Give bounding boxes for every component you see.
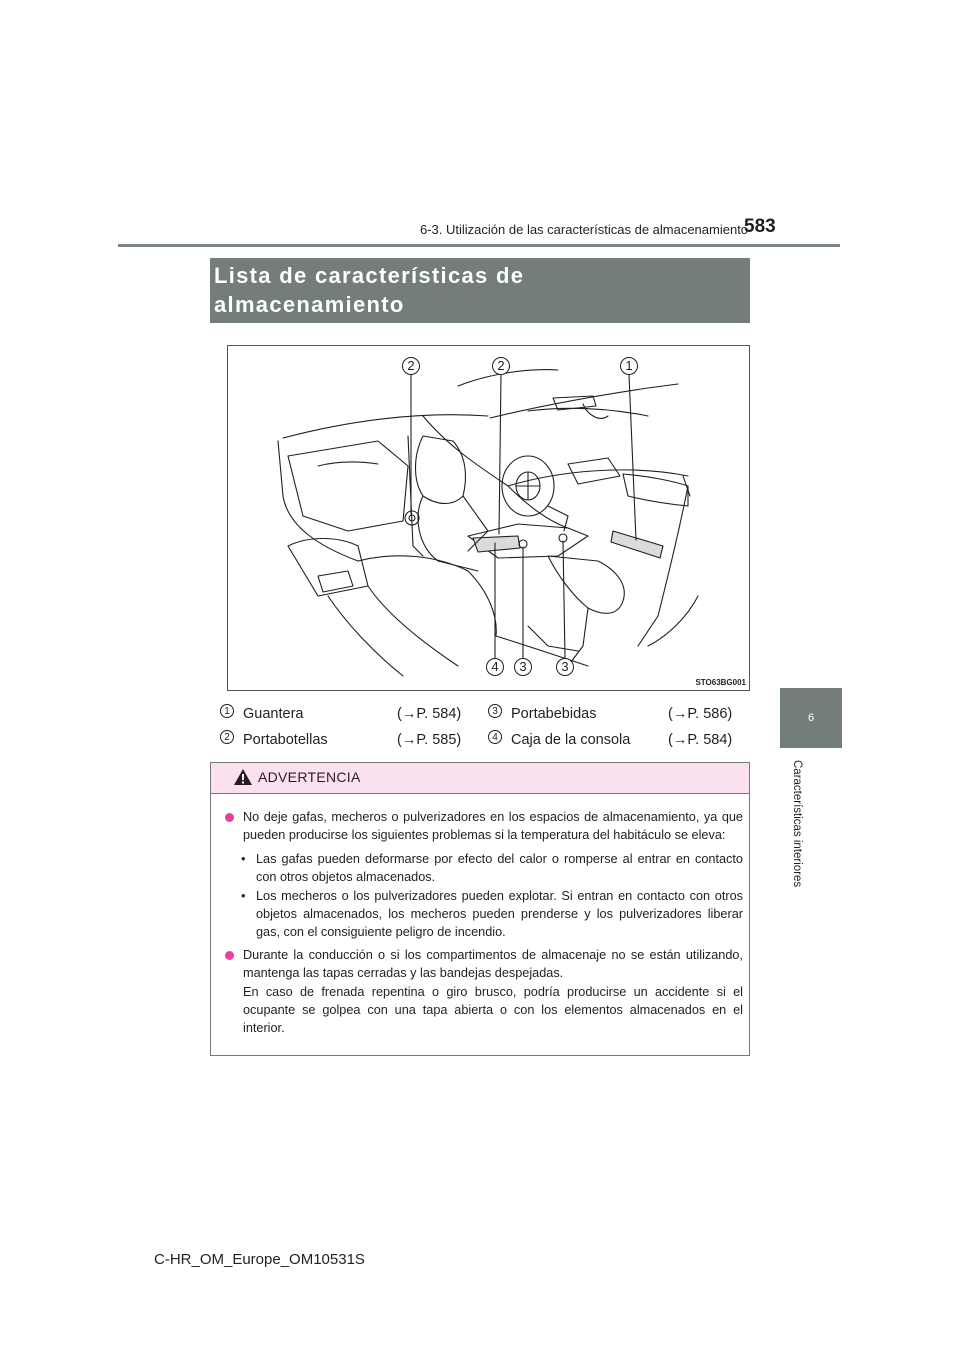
chapter-side-text: Características interiores — [791, 760, 803, 888]
callout-4-console-box: 4 — [486, 658, 504, 676]
footer-doc-id: C-HR_OM_Europe_OM10531S — [154, 1251, 365, 1268]
legend-label: Guantera — [243, 706, 304, 722]
legend-num: 4 — [488, 730, 502, 744]
warning-bullet — [225, 946, 743, 1038]
warning-sub-item — [225, 887, 743, 942]
legend-ref: (→P. 585) — [397, 732, 462, 748]
warning-title: ADVERTENCIA — [258, 769, 361, 785]
warning-box — [210, 762, 750, 1056]
chapter-tab-number: 6 — [780, 688, 842, 748]
bullet-dot-icon — [225, 813, 234, 822]
sub-marker: • — [241, 851, 246, 866]
legend-num: 2 — [220, 730, 234, 744]
warning-body — [225, 808, 743, 1038]
header-rule — [118, 244, 840, 247]
legend-label: Portabebidas — [511, 706, 597, 722]
legend-ref: (→P. 586) — [668, 706, 733, 722]
warning-sub-text: Los mecheros o los pulverizadores pueden explotar. Si entran en contacto con otros objetos almacenados, los mecheros pueden prenderse y los pulverizadores liberar gas, con el consiguiente peligro de incendio. — [256, 888, 743, 940]
legend-label: Caja de la consola — [511, 732, 631, 748]
bullet-dot-icon — [225, 951, 234, 960]
warning-sub-item — [225, 850, 743, 887]
warning-header — [211, 763, 749, 794]
callout-1-glove-box: 1 — [620, 357, 638, 375]
legend-ref: (→P. 584) — [668, 732, 733, 748]
legend-label: Portabotellas — [243, 732, 328, 748]
callout-3-cup-holder-b: 3 — [556, 658, 574, 676]
callout-2-bottle-holder-door: 2 — [402, 357, 420, 375]
section-heading-line1: Lista de características de — [214, 263, 525, 288]
warning-bullet-text: Durante la conducción o si los compartimentos de almacenaje no se están utilizando, mantenga las tapas cerradas y las bandejas despejadas. — [243, 947, 743, 981]
callout-2-bottle-holder-console: 2 — [492, 357, 510, 375]
interior-illustration — [227, 345, 750, 691]
chapter-side-label — [791, 760, 820, 910]
sub-marker: • — [241, 888, 246, 903]
legend-ref: (→P. 584) — [397, 706, 462, 722]
section-heading-line2: almacenamiento — [214, 292, 405, 317]
car-interior-drawing — [228, 346, 750, 691]
running-header-section: 6-3. Utilización de las características de almacenamiento — [420, 222, 749, 237]
warning-bullet-text-continued: En caso de frenada repentina o giro brusco, podría producirse un accidente si el ocupante se golpea con una tapa abierta o con los elementos almacenados en el interior. — [243, 984, 743, 1036]
section-heading — [210, 258, 750, 323]
warning-bullet-text: No deje gafas, mecheros o pulverizadores en los espacios de almacenamiento, ya que pueden producirse los siguientes problemas si la temperatura del habitáculo se eleva: — [243, 810, 743, 843]
legend-num: 3 — [488, 704, 502, 718]
warning-bullet — [225, 808, 743, 845]
figure-code: STO63BG001 — [695, 678, 746, 687]
page-number: 583 — [744, 216, 776, 237]
warning-sub-text: Las gafas pueden deformarse por efecto del calor o romperse al entrar en contacto con otros objetos almacenados. — [256, 851, 743, 885]
legend-num: 1 — [220, 704, 234, 718]
warning-triangle-icon — [233, 768, 253, 786]
callout-3-cup-holder-a: 3 — [514, 658, 532, 676]
